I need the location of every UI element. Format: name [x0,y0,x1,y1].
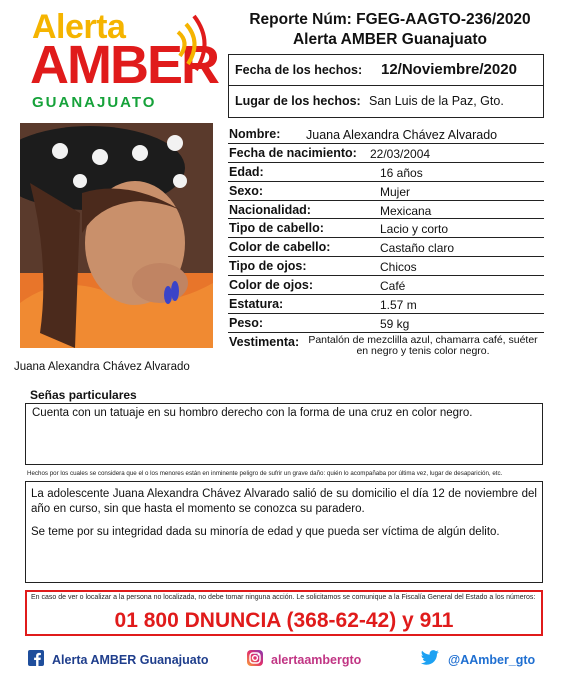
distinguishing-marks-title: Señas particulares [30,388,137,402]
social-footer [0,646,572,670]
field-row-fecha-nacimiento [228,144,544,163]
field-value: 16 años [380,165,423,180]
field-label: Estatura: [229,297,284,312]
logo-amber-text: AMBER [30,35,218,95]
facebook-icon [28,650,44,669]
alert-title: Alerta AMBER Guanajuato [292,31,488,48]
twitter-icon [420,650,440,669]
field-row-estatura [228,295,544,314]
field-value: Café [380,279,406,294]
incident-place-label: Lugar de los hechos: [235,94,361,108]
field-value: 1.57 m [380,298,417,313]
contact-phone-number[interactable]: 01 800 DNUNCIA (368-62-42) y 911 [114,609,454,632]
field-label: Sexo: [229,183,264,198]
logo-state-text: GUANAJUATO [32,94,157,111]
twitter-text: @AAmber_gto [448,652,536,667]
twitter-link[interactable] [420,650,535,669]
field-label: Nombre: [229,127,281,141]
logo-alerta-text: Alerta [32,8,126,46]
field-label: Tipo de ojos: [229,259,307,274]
field-value: 22/03/2004 [370,146,431,161]
field-label: Peso: [229,315,264,330]
contact-instructions: En caso de ver o localizar a la persona no localizada, no debe tomar ninguna acción. Le solicitamos se comunique a la Fiscalía General del Estado a los números: [31,594,536,601]
distinguishing-marks-text: Cuenta con un tatuaje en su hombro derecho con la forma de una cruz en color negro. [32,407,473,419]
field-value: 59 kg [380,316,410,331]
field-row-tipo-ojos [228,257,544,276]
field-row-nacionalidad [228,201,544,220]
field-row-color-ojos [228,276,544,295]
incident-date-value: 12/Noviembre/2020 [381,61,517,78]
field-row-color-cabello [228,238,544,257]
instagram-icon [247,650,263,669]
field-value: Juana Alexandra Chávez Alvarado [306,128,498,142]
photo-caption: Juana Alexandra Chávez Alvarado [14,361,190,373]
field-value: Castaño claro [380,241,455,256]
incident-box [228,54,544,118]
instagram-link[interactable] [247,650,361,669]
narrative-paragraph: La adolescente Juana Alexandra Chávez Alvarado salió de su domicilio el día 12 de noviembre del año en curso, sin que hasta el momento se conozca su paradero. [31,488,537,515]
distinguishing-marks-box [25,403,543,465]
field-value: Mexicana [380,203,432,218]
field-label: Tipo de cabello: [229,221,324,236]
contact-box [25,590,543,636]
facebook-text: Alerta AMBER Guanajuato [52,652,209,667]
field-value: Lacio y corto [380,222,449,237]
field-row-nombre [228,125,544,144]
field-label: Nacionalidad: [229,202,311,217]
field-value: Pantalón de mezclilla azul, chamarra café, suéter en negro y tenis color negro. [308,333,538,357]
incident-date-row [229,55,543,86]
field-label: Color de cabello: [229,240,331,255]
field-label: Color de ojos: [229,278,314,293]
incident-narrative-box [25,481,543,583]
field-row-sexo [228,182,544,201]
field-row-tipo-cabello [228,219,544,238]
incident-date-label: Fecha de los hechos: [235,63,363,77]
report-header [220,10,560,50]
person-details-table [228,125,544,363]
field-value: Chicos [380,260,417,275]
report-number: Reporte Núm: FGEG-AAGTO-236/2020 [249,11,531,28]
field-label: Edad: [229,164,264,179]
incident-facts-note: Hechos por los cuales se considera que el o los menores están en inminente peligro de sufrir un grave daño: quién lo acompañaba por última vez, lugar de desaparición, etc. [27,470,503,477]
field-row-peso [228,314,544,333]
missing-person-photo [20,123,213,348]
incident-place-row [229,86,543,117]
field-row-vestimenta [228,333,544,363]
signal-waves-icon [172,12,212,72]
field-label: Fecha de nacimiento: [229,145,357,160]
instagram-text: alertaambergto [271,652,362,667]
narrative-paragraph: Se teme por su integridad dada su minoría de edad y que pueda ser víctima de algún delito. [31,526,500,538]
facebook-link[interactable] [28,650,209,669]
alerta-amber-logo [22,8,218,116]
incident-place-value: San Luis de la Paz, Gto. [369,94,504,108]
portrait-image [20,123,213,348]
field-label: Vestimenta: [229,334,300,349]
field-row-edad [228,163,544,182]
field-value: Mujer [380,184,411,199]
